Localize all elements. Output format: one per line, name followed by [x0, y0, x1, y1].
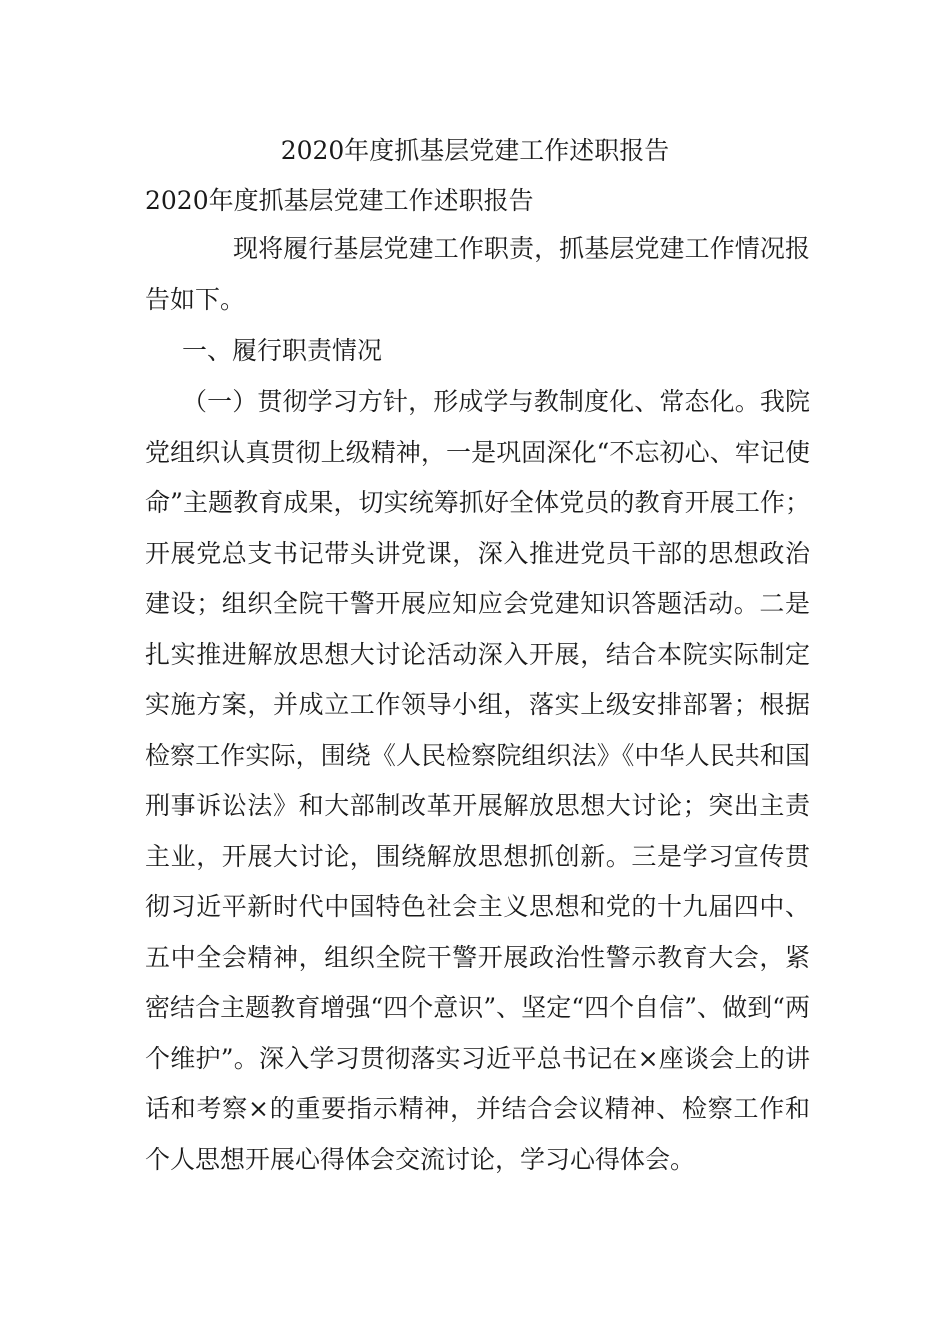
body-paragraph: （一）贯彻学习方针，形成学与教制度化、常态化。我院党组织认真贯彻上级精神，一是巩固深化“不忘初心、牢记使命”主题教育成果，切实统筹抓好全体党员的教育开展工作；开展党总支书记带头讲党课，深入推进党员干部的思想政治建设；组织全院干警开展应知应会党建知识答题活动。二是扎实推进解放思想大讨论活动深入开展，结合本院实际制定实施方案，并成立工作领导小组，落实上级安排部署；根据检察工作实际，围绕《人民检察院组织法》《中华人民共和国刑事诉讼法》和大部制改革开展解放思想大讨论；突出主责主业，开展大讨论，围绕解放思想抓创新。三是学习宣传贯彻习近平新时代中国特色社会主义思想和党的十九届四中、五中全会精神，组织全院干警开展政治性警示教育大会，紧密结合主题教育增强“四个意识”、坚定“四个自信”、做到“两个维护”。深入学习贯彻落实习近平总书记在×座谈会上的讲话和考察×的重要指示精神，并结合会议精神、检察工作和个人思想开展心得体会交流讨论，学习心得体会。: [145, 387, 810, 1174]
document-title: 2020年度抓基层党建工作述职报告: [280, 136, 670, 165]
section-heading: 一、履行职责情况: [182, 336, 383, 365]
document-subtitle: 2020年度抓基层党建工作述职报告: [145, 186, 534, 215]
intro-paragraph: 现将履行基层党建工作职责，抓基层党建工作情况报告如下。: [145, 234, 810, 314]
